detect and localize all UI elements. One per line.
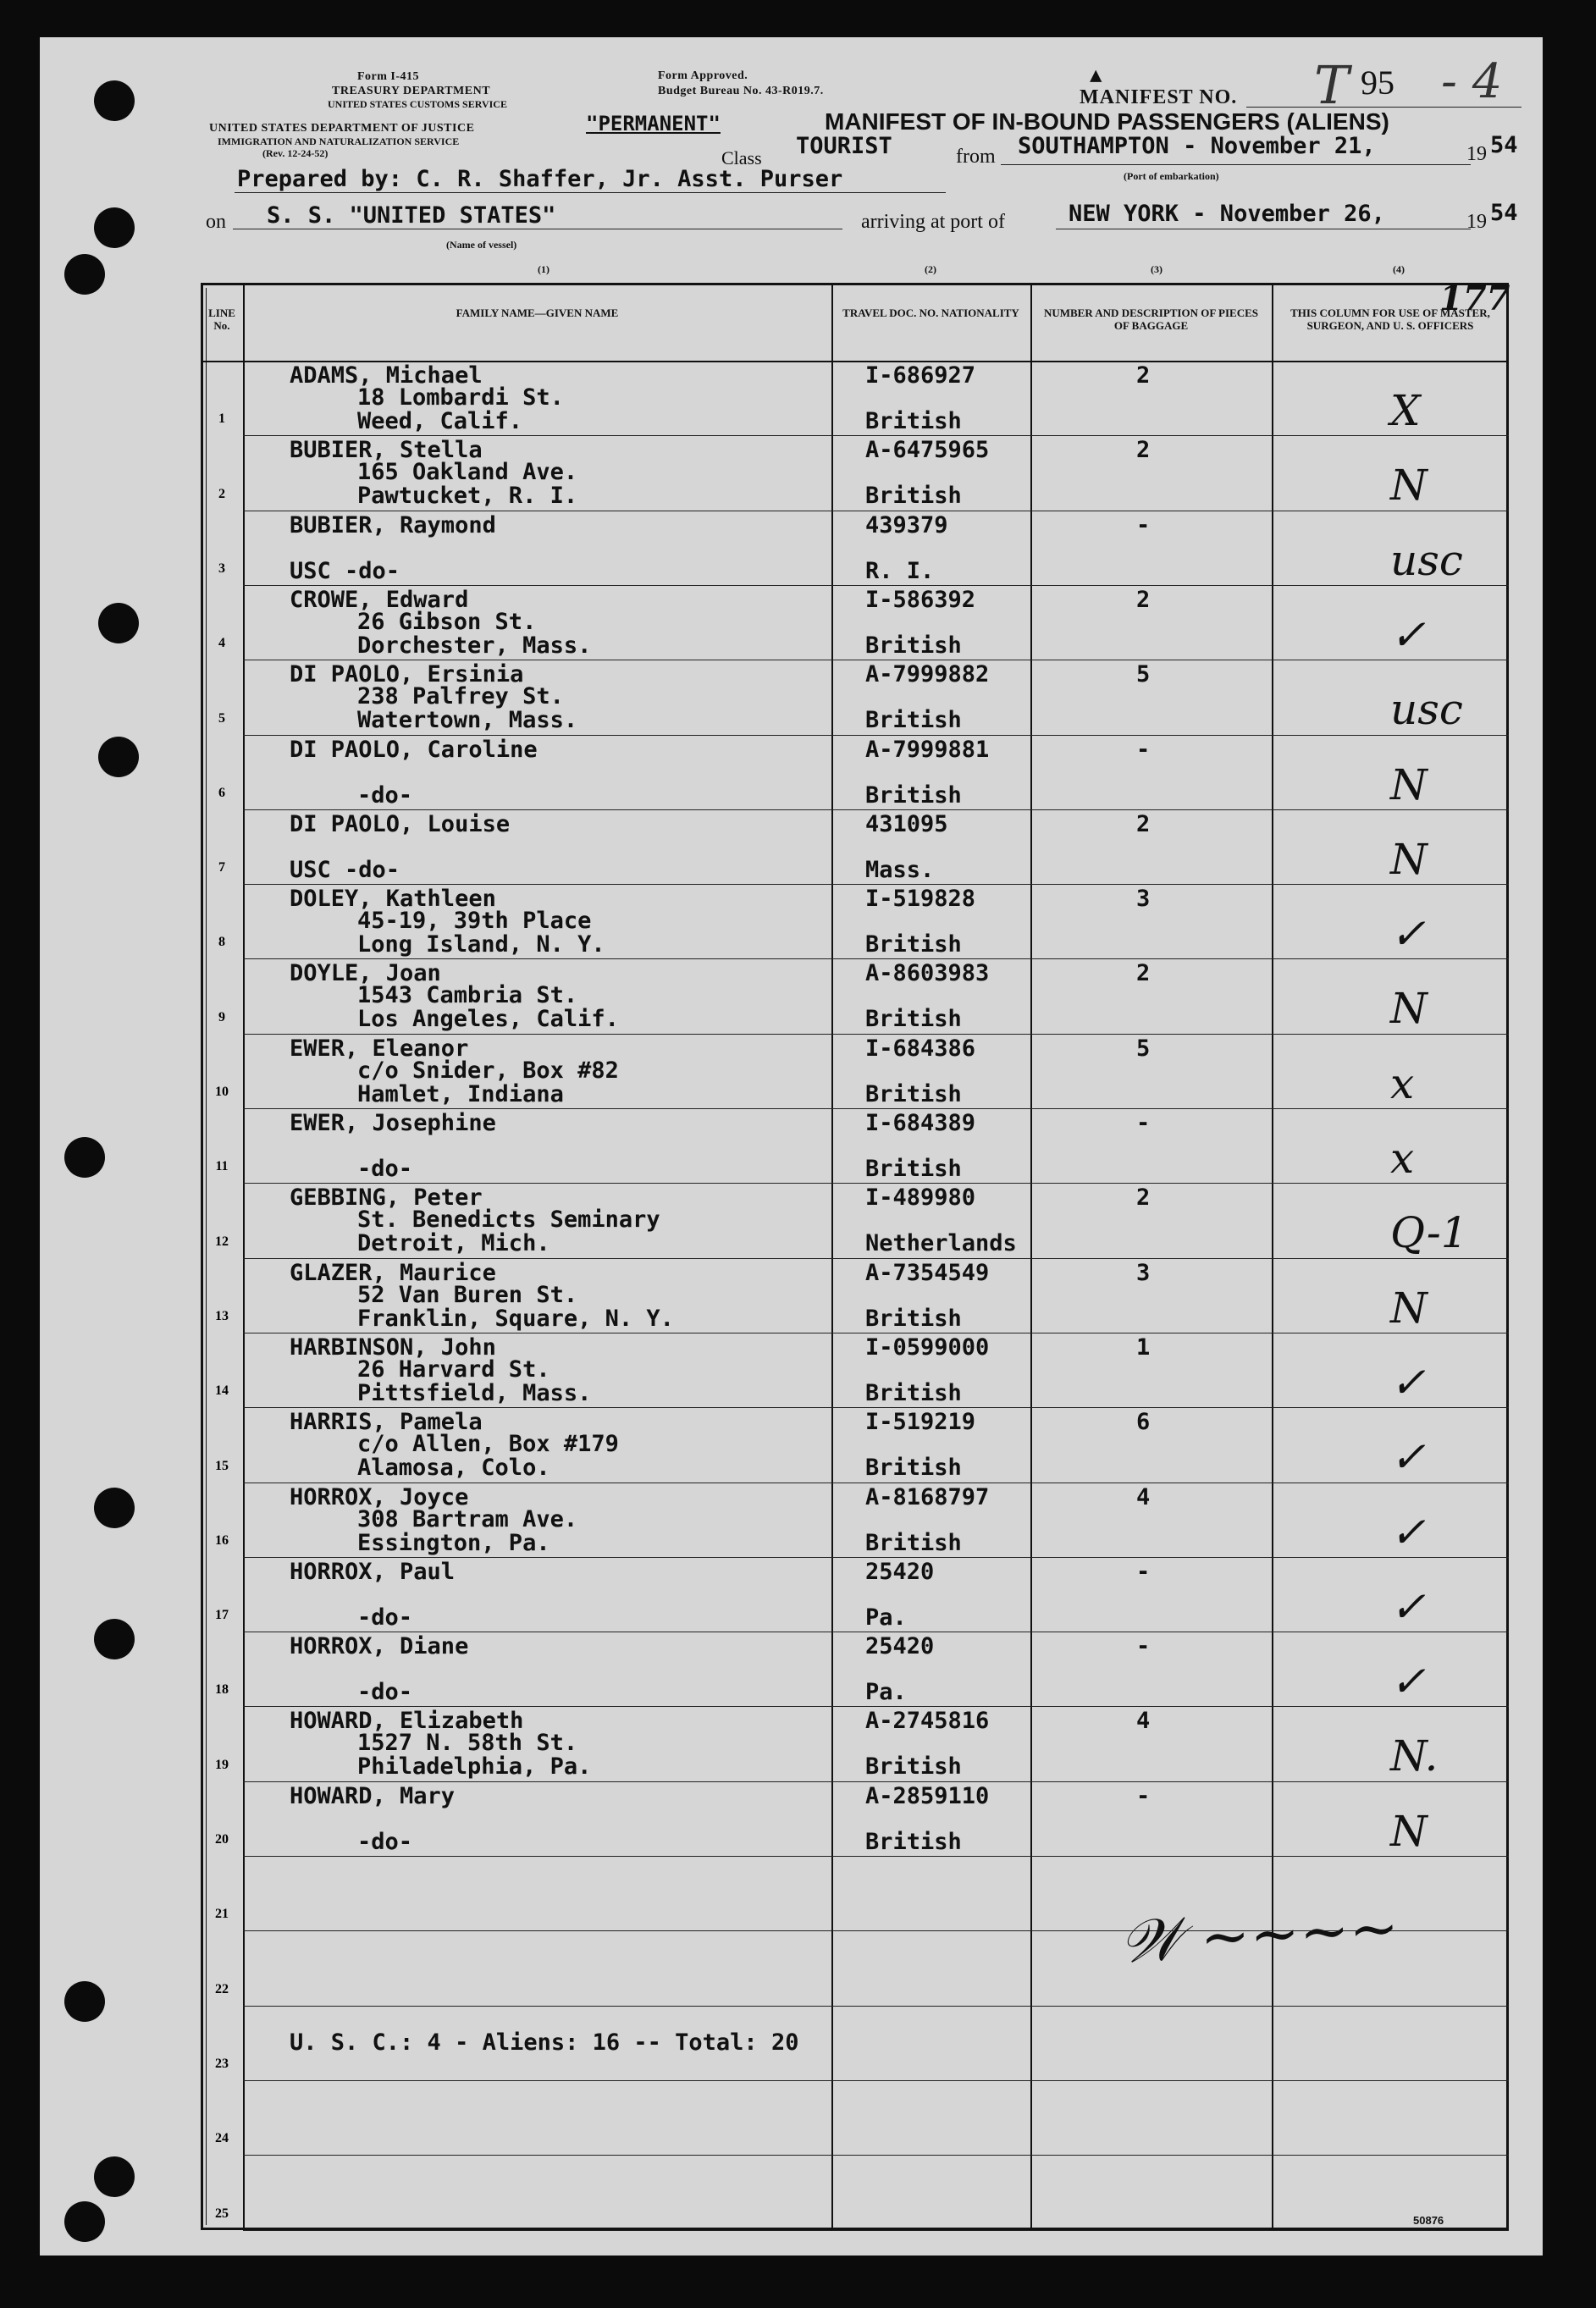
line-number: 6 [218, 785, 225, 800]
travel-doc-no: A-7999882 [865, 661, 990, 688]
nationality: British [865, 1379, 962, 1406]
page-number-hand: 177 [1439, 279, 1510, 318]
passenger-name: BUBIER, Stella [290, 437, 483, 464]
passenger-name: GEBBING, Peter [290, 1184, 483, 1212]
passenger-name: DI PAOLO, Louise [290, 810, 511, 837]
nationality: British [865, 632, 962, 659]
baggage-count: 2 [1136, 586, 1151, 613]
baggage-count: - [1136, 1110, 1151, 1136]
line-number: 1 [218, 411, 225, 427]
line-number: 23 [215, 2056, 229, 2071]
punch-hole [94, 2156, 135, 2197]
manifest-title: MANIFEST OF IN-BOUND PASSENGERS (ALIENS) [825, 108, 1389, 135]
nationality: British [865, 1156, 962, 1182]
address-line-2: -do- [357, 1604, 413, 1631]
nationality: British [865, 1305, 962, 1332]
address-line-1: 26 Gibson St. [357, 608, 537, 635]
travel-doc-no: A-7354549 [865, 1259, 990, 1286]
line-number: 7 [218, 860, 225, 875]
address-line-1: 45-19, 39th Place [357, 908, 592, 935]
line-number: 18 [215, 1682, 229, 1698]
treasury-dept: TREASURY DEPARTMENT [332, 85, 491, 97]
line-number: 20 [215, 1832, 229, 1847]
address-line-1: 238 Palfrey St. [357, 683, 564, 710]
line-number: 13 [215, 1308, 229, 1323]
col-num-2: (2) [925, 263, 936, 275]
address-line-2: Watertown, Mass. [357, 707, 578, 734]
travel-doc-no: I-586392 [865, 586, 976, 613]
officer-mark: Q-1 [1390, 1208, 1468, 1258]
baggage-count: 6 [1136, 1409, 1151, 1436]
nationality: British [865, 781, 962, 809]
col-num-4: (4) [1393, 263, 1405, 275]
passenger-name: EWER, Josephine [290, 1110, 496, 1136]
baggage-count: 3 [1136, 886, 1151, 913]
officer-mark: N. [1390, 1731, 1439, 1781]
header-name: FAMILY NAME—GIVEN NAME [456, 306, 619, 319]
travel-doc-no: A-2745816 [865, 1708, 990, 1735]
travel-doc-no: I-519828 [865, 886, 976, 913]
officer-mark: ✓ [1390, 1357, 1426, 1407]
nationality: British [865, 1006, 962, 1033]
line-number: 24 [215, 2131, 229, 2146]
nationality: British [865, 1828, 962, 1855]
officer-mark: N [1390, 461, 1428, 511]
doj-label: UNITED STATES DEPARTMENT OF JUSTICE [209, 122, 475, 135]
line-number: 16 [215, 1532, 229, 1548]
address-line-2: -do- [357, 1828, 413, 1855]
header-officers: THIS COLUMN FOR USE OF MASTER, SURGEON, AND U. S. OFFICERS [1290, 306, 1490, 332]
baggage-count: 2 [1136, 960, 1151, 987]
baggage-count: - [1136, 1558, 1151, 1585]
nationality: Netherlands [865, 1230, 1017, 1257]
punch-hole [64, 1137, 105, 1178]
arrival-port: NEW YORK - November 26, [1069, 201, 1385, 227]
travel-doc-no: A-6475965 [865, 437, 990, 464]
revision-date: (Rev. 12-24-52) [262, 147, 329, 159]
officer-mark: N [1390, 759, 1428, 809]
port-caption: (Port of embarkation) [1124, 170, 1219, 182]
passenger-name: DI PAOLO, Caroline [290, 736, 538, 763]
travel-doc-no: 25420 [865, 1633, 935, 1660]
passenger-name: HORROX, Paul [290, 1558, 456, 1585]
passenger-summary: U. S. C.: 4 - Aliens: 16 -- Total: 20 [290, 2029, 799, 2056]
line-number: 3 [218, 560, 225, 576]
officer-mark: N [1390, 834, 1428, 884]
from-year: 54 [1490, 132, 1518, 158]
baggage-count: 2 [1136, 437, 1151, 464]
officer-mark: usc [1390, 535, 1463, 585]
line-number: 11 [215, 1159, 229, 1174]
baggage-count: 4 [1136, 1483, 1151, 1510]
travel-doc-no: I-686927 [865, 362, 976, 389]
address-line-2: -do- [357, 781, 413, 809]
address-line-1: c/o Snider, Box #82 [357, 1057, 619, 1084]
line-number: 12 [215, 1234, 229, 1249]
nationality: Mass. [865, 856, 935, 883]
officer-mark: ✓ [1390, 1657, 1426, 1707]
travel-doc-no: I-684389 [865, 1110, 976, 1136]
nationality: British [865, 931, 962, 958]
passenger-name: CROWE, Edward [290, 586, 469, 613]
vessel-name: S. S. "UNITED STATES" [267, 202, 556, 229]
arrival-year: 54 [1490, 200, 1518, 226]
address-line-2: Los Angeles, Calif. [357, 1006, 619, 1033]
passenger-name: DOLEY, Kathleen [290, 886, 496, 913]
baggage-count: 5 [1136, 1035, 1151, 1062]
passenger-name: DOYLE, Joan [290, 960, 441, 987]
officer-signature: 𝒲 ~~~~ [1118, 1892, 1401, 1977]
address-line-2: USC -do- [290, 557, 400, 584]
customs-service: UNITED STATES CUSTOMS SERVICE [328, 98, 507, 110]
officer-mark: usc [1390, 685, 1463, 735]
address-line-2: Long Island, N. Y. [357, 931, 605, 958]
address-line-2: USC -do- [290, 856, 400, 883]
punch-hole [64, 2201, 105, 2242]
officer-mark: ✓ [1390, 1507, 1426, 1557]
address-line-2: Weed, Calif. [357, 408, 523, 434]
header-baggage: NUMBER AND DESCRIPTION OF PIECES OF BAGGAGE [1043, 306, 1259, 332]
form-approved: Form Approved. [658, 69, 748, 82]
manifest-no-label: MANIFEST NO. [1080, 86, 1238, 108]
column-divider [831, 283, 833, 2230]
address-line-1: 165 Oakland Ave. [357, 459, 578, 486]
punch-hole [94, 1488, 135, 1528]
punch-hole [64, 254, 105, 295]
class-label: Class [721, 147, 762, 168]
address-line-2: Philadelphia, Pa. [357, 1753, 592, 1781]
col-num-1: (1) [538, 263, 549, 275]
punch-hole [94, 1619, 135, 1659]
passenger-name: HORROX, Diane [290, 1633, 469, 1660]
officer-mark: x [1390, 1058, 1415, 1108]
passenger-name: HARBINSON, John [290, 1333, 496, 1361]
line-number: 2 [218, 486, 225, 501]
address-line-1: 26 Harvard St. [357, 1356, 550, 1383]
line-number: 8 [218, 935, 225, 950]
nationality: British [865, 1455, 962, 1482]
on-label: on [206, 211, 226, 233]
passenger-name: HARRIS, Pamela [290, 1409, 483, 1436]
travel-doc-no: I-519219 [865, 1409, 976, 1436]
nationality: British [865, 408, 962, 434]
address-line-1: 1527 N. 58th St. [357, 1730, 578, 1757]
line-number: 10 [215, 1085, 229, 1099]
address-line-1: 308 Bartram Ave. [357, 1505, 578, 1532]
officer-mark: ✓ [1390, 909, 1426, 959]
baggage-count: 4 [1136, 1708, 1151, 1735]
address-line-1: 18 Lombardi St. [357, 384, 564, 411]
address-line-1: c/o Allen, Box #179 [357, 1431, 619, 1458]
baggage-count: - [1136, 1782, 1151, 1809]
passenger-name: HORROX, Joyce [290, 1483, 469, 1510]
from-port: SOUTHAMPTON - November 21, [1018, 133, 1376, 159]
address-line-1: 1543 Cambria St. [357, 982, 578, 1009]
from-label: from [956, 146, 996, 168]
column-divider [1030, 283, 1032, 2230]
address-line-2: Alamosa, Colo. [357, 1455, 550, 1482]
address-line-2: Detroit, Mich. [357, 1230, 550, 1257]
officer-mark: ✓ [1390, 1433, 1426, 1483]
prepared-by: Prepared by: C. R. Shaffer, Jr. Asst. Purser [237, 166, 843, 192]
line-number: 19 [215, 1757, 229, 1772]
punch-hole [94, 80, 135, 121]
nationality: R. I. [865, 557, 935, 584]
nationality: Pa. [865, 1604, 907, 1631]
baggage-count: 2 [1136, 1184, 1151, 1212]
footer-code: 50876 [1413, 2214, 1444, 2227]
nationality: British [865, 1529, 962, 1556]
nationality: British [865, 483, 962, 510]
travel-doc-no: A-8168797 [865, 1483, 990, 1510]
ins-label: IMMIGRATION AND NATURALIZATION SERVICE [218, 135, 460, 147]
address-line-1: St. Benedicts Seminary [357, 1206, 660, 1234]
manifest-page [40, 37, 1543, 2256]
passenger-name: GLAZER, Maurice [290, 1259, 496, 1286]
vessel-caption: (Name of vessel) [446, 239, 517, 251]
address-line-2: Essington, Pa. [357, 1529, 550, 1556]
manifest-number: 95 [1361, 63, 1394, 102]
column-divider [243, 283, 245, 2230]
line-number: 15 [215, 1458, 229, 1473]
officer-mark: N [1390, 1806, 1428, 1856]
baggage-count: 3 [1136, 1259, 1151, 1286]
passenger-name: ADAMS, Michael [290, 362, 483, 389]
baggage-count: 5 [1136, 661, 1151, 688]
baggage-count: - [1136, 511, 1151, 538]
line-number: 25 [215, 2206, 229, 2221]
permanent-stamp: "PERMANENT" [586, 112, 721, 135]
travel-doc-no: A-8603983 [865, 960, 990, 987]
punch-hole [94, 207, 135, 248]
header-line: LINE No. [208, 306, 235, 332]
punch-hole [98, 737, 139, 777]
nationality: Pa. [865, 1679, 907, 1706]
col-num-3: (3) [1151, 263, 1162, 275]
nationality: British [865, 1753, 962, 1781]
travel-doc-no: I-0599000 [865, 1333, 990, 1361]
form-number: Form I-415 [357, 70, 420, 83]
line-number: 14 [215, 1383, 229, 1399]
address-line-2: Franklin, Square, N. Y. [357, 1305, 674, 1332]
small-mark-icon: ▲ [1090, 63, 1102, 86]
address-line-1: 52 Van Buren St. [357, 1281, 578, 1308]
officer-mark: ✓ [1390, 610, 1426, 660]
nationality: British [865, 1080, 962, 1107]
from-year-prefix: 19 [1466, 143, 1487, 165]
line-number: 17 [215, 1608, 229, 1623]
passenger-name: HOWARD, Elizabeth [290, 1708, 524, 1735]
punch-hole [98, 603, 139, 643]
officer-mark: N [1390, 984, 1428, 1034]
travel-doc-no: 431095 [865, 810, 948, 837]
line-number: 5 [218, 710, 225, 726]
budget-bureau: Budget Bureau No. 43-R019.7. [658, 85, 824, 97]
line-number: 22 [215, 1981, 229, 1996]
arrival-year-prefix: 19 [1466, 211, 1487, 233]
address-line-2: -do- [357, 1679, 413, 1706]
baggage-count: - [1136, 736, 1151, 763]
travel-doc-no: A-7999881 [865, 736, 990, 763]
passenger-name: DI PAOLO, Ersinia [290, 661, 524, 688]
travel-doc-no: I-684386 [865, 1035, 976, 1062]
manifest-no-hand-suffix: - 4 [1441, 54, 1503, 109]
passenger-name: EWER, Eleanor [290, 1035, 469, 1062]
punch-hole [64, 1981, 105, 2022]
address-line-2: Hamlet, Indiana [357, 1080, 564, 1107]
manifest-no-hand-prefix: T [1314, 54, 1350, 116]
address-line-2: Dorchester, Mass. [357, 632, 592, 659]
officer-mark: x [1390, 1134, 1415, 1183]
travel-doc-no: 25420 [865, 1558, 935, 1585]
passenger-name: HOWARD, Mary [290, 1782, 456, 1809]
arriving-label: arriving at port of [861, 211, 1005, 233]
address-line-2: Pittsfield, Mass. [357, 1379, 592, 1406]
passenger-name: BUBIER, Raymond [290, 511, 496, 538]
baggage-count: 2 [1136, 810, 1151, 837]
baggage-count: 1 [1136, 1333, 1151, 1361]
address-line-2: -do- [357, 1156, 413, 1182]
officer-mark: X [1390, 386, 1421, 435]
travel-doc-no: A-2859110 [865, 1782, 990, 1809]
officer-mark: ✓ [1390, 1582, 1426, 1632]
travel-doc-no: 439379 [865, 511, 948, 538]
class-value: TOURIST [796, 133, 892, 159]
address-line-2: Pawtucket, R. I. [357, 483, 578, 510]
travel-doc-no: I-489980 [865, 1184, 976, 1212]
nationality: British [865, 707, 962, 734]
line-number: 9 [218, 1009, 225, 1024]
line-number: 21 [215, 1907, 229, 1922]
baggage-count: - [1136, 1633, 1151, 1660]
header-doc: TRAVEL DOC. NO. NATIONALITY [842, 306, 1019, 319]
officer-mark: N [1390, 1283, 1428, 1333]
line-number: 4 [218, 636, 225, 651]
baggage-count: 2 [1136, 362, 1151, 389]
